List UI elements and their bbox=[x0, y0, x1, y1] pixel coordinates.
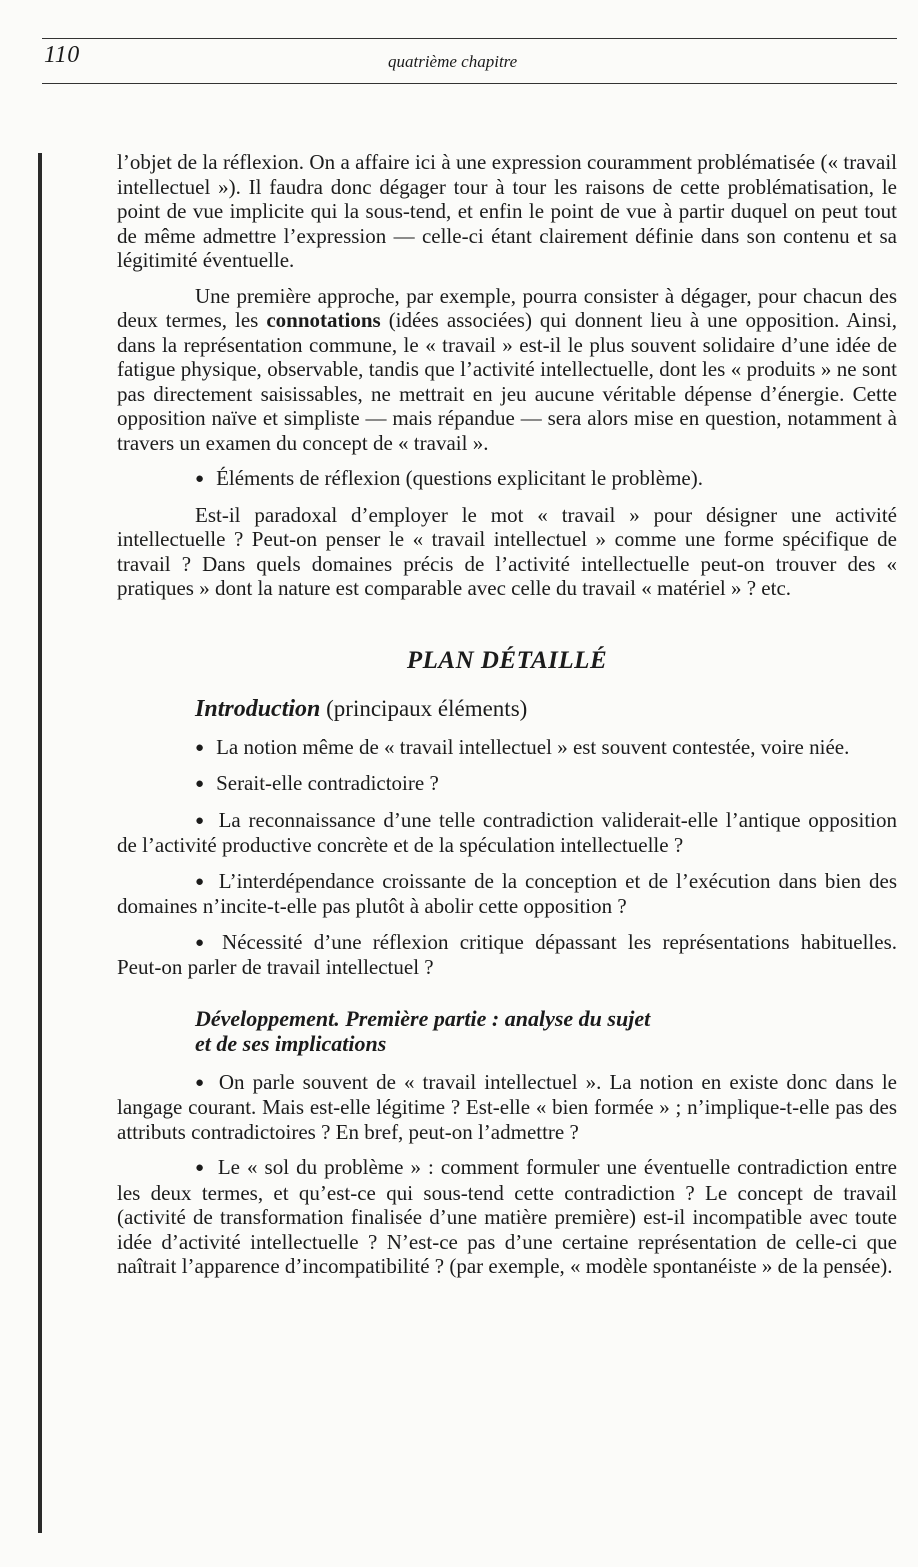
header-bottom-rule bbox=[42, 83, 897, 84]
running-head: quatrième chapitre bbox=[388, 52, 518, 71]
paragraph-text: Une première approche, par exemple, pourra consister à dégager, pour chacun des deux termes, les bbox=[117, 283, 897, 332]
bullet-item: ● La reconnaissance d’une telle contradiction validerait-elle l’antique opposition de l’activité productive concrète et de la spéculation intellectuelle ? bbox=[117, 808, 897, 858]
paragraph: Est-il paradoxal d’employer le mot « travail » pour désigner une activité intellectuelle ? Peut-on penser le « travail intellectuel » comme une forme spécifique de travail ? Dans quels domaines précis de l’activité intellectuelle peut-on trouver des « pratiques » dont la nature est comparable avec celle du travail « matériel » ? etc. bbox=[117, 502, 897, 600]
intro-suffix: (principaux éléments) bbox=[320, 696, 528, 721]
intro-label: Introduction bbox=[195, 696, 321, 722]
intro-heading bbox=[195, 697, 897, 722]
page-content bbox=[117, 150, 897, 1290]
bullet-item: ● La notion même de « travail intellectuel » est souvent contestée, voire niée. bbox=[117, 735, 897, 761]
development-heading bbox=[195, 1006, 897, 1056]
paragraph bbox=[117, 284, 897, 456]
section-title: PLAN DÉTAILLÉ bbox=[406, 646, 608, 674]
bullet-item: ● Éléments de réflexion (questions explicitant le problème). bbox=[117, 466, 897, 492]
bullet-item: ● Nécessité d’une réflexion critique dépassant les représentations habituelles. Peut-on parler de travail intellectuel ? bbox=[117, 930, 897, 980]
development-heading-line: et de ses implications bbox=[195, 1030, 387, 1056]
development-heading-line: Développement. Première partie : analyse du sujet bbox=[195, 1005, 651, 1031]
bullet-item: ● Le « sol du problème » : comment formuler une éventuelle contradiction entre les deux termes, et qu’est-ce qui sous-tend cette contradiction ? Le concept de travail (activité de transformation finalisée d’une matière première) est-il incompatible avec toute idée d’activité intellectuelle ? N’est-ce pas d’une certaine représentation de celle-ci que naîtrait l’apparence d’incompatibilité ? (par exemple, « modèle spontanéiste » de la pensée). bbox=[117, 1155, 897, 1279]
bullet-item: ● On parle souvent de « travail intellectuel ». La notion en existe donc dans le langage courant. Mais est-elle légitime ? Est-elle « bien formée » ; n’implique-t-elle pas des attributs contradictoires ? En bref, peut-on l’admettre ? bbox=[117, 1070, 897, 1145]
page-number: 110 bbox=[44, 42, 80, 68]
bold-term: connotations bbox=[266, 308, 381, 332]
header-top-rule bbox=[42, 38, 897, 39]
bullet-item: ● L’interdépendance croissante de la conception et de l’exécution dans bien des domaines n’incite-t-elle pas plutôt à abolir cette opposition ? bbox=[117, 869, 897, 919]
paragraph-text: (idées associées) qui donnent lieu à une opposition. Ainsi, dans la représentation commune, le « travail » est-il le plus souvent solidaire d’une idée de fatigue physique, observable, tandis que l’activité intellectuelle, dont les « produits » ne sont pas directement saisissables, ne mettrait en jeu aucune véritable dépense d’énergie. Cette opposition naïve et simpliste — mais répandue — sera alors mise en question, notamment à travers un examen du concept de « travail ». bbox=[117, 308, 898, 455]
paragraph: l’objet de la réflexion. On a affaire ici à une expression couramment problématisée (« travail intellectuel »). Il faudra donc dégager tour à tour les raisons de cette problématisation, le point de vue implicite qui la sous-tend, et enfin le point de vue à partir duquel on peut tout de même admettre l’expression — celle-ci étant clairement définie dans son contenu et sa légitimité éventuelle. bbox=[117, 150, 897, 272]
margin-bar bbox=[38, 153, 42, 1533]
bullet-item: ● Serait-elle contradictoire ? bbox=[117, 771, 897, 797]
